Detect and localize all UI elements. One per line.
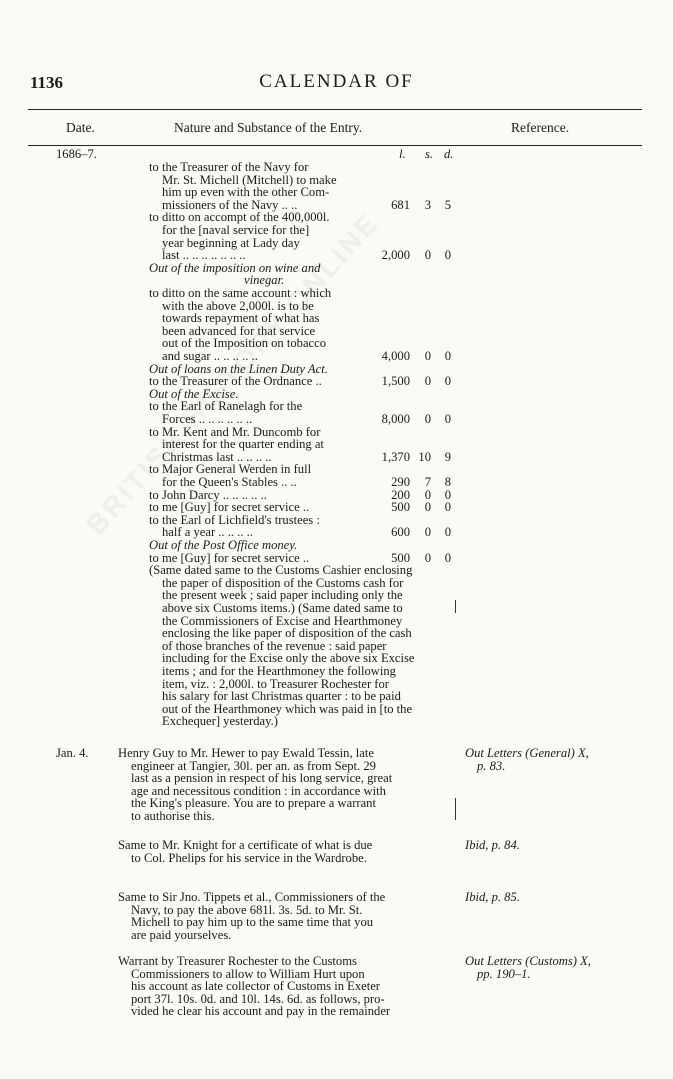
payment-line: to the Treasurer of the Ordnance .. (149, 374, 322, 389)
note-line: items ; and for the Hearthmoney the following (162, 664, 396, 678)
amount-pounds: 2,000 (381, 248, 410, 263)
amount-shillings: 0 (424, 550, 431, 565)
entry-date: Jan. 4. (56, 746, 89, 760)
money-head-l: l. (399, 147, 406, 161)
amount-shillings: 10 (418, 449, 431, 464)
payment-line: with the above 2,000l. is to be (162, 298, 314, 313)
note-line: Exchequer] yesterday.) (162, 714, 278, 729)
amount-shillings: 0 (424, 412, 431, 426)
amount-pence: 9 (444, 449, 451, 464)
money-head-d: d. (444, 147, 454, 161)
payment-line: missioners of the Navy .. .. (162, 197, 298, 212)
reference-line: Out Letters (Customs) X, (465, 954, 591, 968)
section-subheading: Out of the imposition on wine and (149, 260, 321, 275)
payment-line: Mr. St. Michell (Mitchell) to make (162, 172, 337, 187)
entry-line: his account as late collector of Customs in Exeter (131, 979, 381, 994)
payment-line: Forces .. .. .. .. .. .. (162, 412, 253, 426)
reference-line: Ibid, p. 84. (465, 838, 520, 852)
column-header-nature: Nature and Substance of the Entry. (174, 120, 363, 135)
entry-line: are paid yourselves. (131, 927, 232, 942)
payment-line: towards repayment of what has (162, 311, 320, 326)
amount-shillings: 0 (424, 525, 431, 540)
amount-shillings: 0 (424, 500, 431, 515)
column-rule (455, 798, 456, 820)
amount-shillings: 0 (424, 349, 431, 363)
note-line: the present week ; said paper including only the (162, 588, 403, 603)
entry-line: engineer at Tangier, 30l. per an. as from Sept. 29 (131, 758, 376, 773)
payment-line: Christmas last .. .. .. .. (162, 449, 272, 464)
amount-pounds: 500 (391, 550, 410, 565)
payment-line: been advanced for that service (162, 323, 316, 338)
entry-line: age and necessitous condition : in accordance with (131, 783, 386, 798)
note-line: including for the Excise only the above six Excise (162, 651, 415, 666)
entry-line: last as a pension in respect of his long service, great (131, 771, 393, 786)
payment-line: interest for the quarter ending at (162, 437, 324, 452)
amount-pounds: 4,000 (381, 349, 410, 363)
section-subheading: Out of the Post Office money. (149, 538, 298, 552)
amount-pence: 0 (444, 374, 451, 389)
payment-line: to me [Guy] for secret service .. (149, 550, 310, 565)
payment-line: to ditto on the same account : which (149, 286, 332, 300)
entry-line: Michell to pay him up to the same time that you (131, 915, 374, 930)
payment-line: to the Earl of Ranelagh for the (149, 399, 303, 414)
page-number: 1136 (30, 73, 64, 92)
entry-line: Same to Sir Jno. Tippets et al., Commissioners of the (118, 890, 386, 904)
note-line: the paper of disposition of the Customs cash for (162, 575, 404, 590)
note-line: out of the Hearthmoney which was paid in [to the (162, 701, 413, 716)
entry-line: port 37l. 10s. 0d. and 10l. 14s. 6d. as follows, pro- (131, 991, 385, 1006)
entry-line: Commissioners to allow to William Hurt upon (131, 966, 365, 981)
column-header-reference: Reference. (511, 120, 570, 135)
payment-line: to John Darcy .. .. .. .. .. (149, 487, 267, 502)
reference-line: Ibid, p. 85. (465, 890, 520, 904)
entry-line: to authorise this. (131, 809, 215, 823)
note-line: of those branches of the revenue : said paper (162, 638, 387, 653)
section-subheading: vinegar. (244, 273, 285, 288)
year-label: 1686–7. (56, 147, 97, 161)
note-line: above six Customs items.) (Same dated same to (162, 601, 403, 615)
entry-line: Henry Guy to Mr. Hewer to pay Ewald Tessin, late (118, 746, 374, 760)
amount-pence: 0 (444, 487, 451, 502)
entry-line: to Col. Phelips for his service in the Wardrobe. (131, 850, 367, 865)
payment-line: to Mr. Kent and Mr. Duncomb for (149, 424, 321, 439)
payment-line: year beginning at Lady day (162, 235, 300, 250)
amount-pence: 0 (444, 550, 451, 565)
note-line: item, viz. : 2,000l. to Treasurer Rochester for (162, 676, 389, 691)
note-line: enclosing the like paper of disposition of the cash (162, 626, 412, 641)
amount-pence: 8 (444, 475, 451, 489)
note-line: the Commissioners of Excise and Hearthmoney (162, 613, 403, 628)
amount-shillings: 0 (424, 487, 431, 502)
money-head-s: s. (425, 147, 434, 161)
amount-pence: 5 (444, 197, 451, 212)
section-subheading: Out of the Excise. (149, 386, 239, 401)
amount-pounds: 8,000 (381, 412, 410, 426)
note-line: his salary for last Christmas quarter : to be paid (162, 689, 401, 704)
payment-line: out of the Imposition on tobacco (162, 336, 327, 351)
amount-pence: 0 (444, 500, 451, 515)
entry-line: vided he clear his account and pay in the remainder (131, 1004, 391, 1019)
payment-line: to me [Guy] for secret service .. (149, 500, 310, 515)
header-rule-top (28, 109, 642, 110)
note-line: (Same dated same to the Customs Cashier enclosing (149, 563, 413, 578)
payment-line: to the Treasurer of the Navy for (149, 160, 309, 174)
payment-line: for the Queen's Stables .. .. (162, 475, 297, 489)
amount-shillings: 0 (424, 248, 431, 263)
amount-shillings: 3 (424, 197, 431, 212)
reference-line: pp. 190–1. (477, 966, 531, 981)
entry-line: Navy, to pay the above 681l. 3s. 5d. to Mr. St. (131, 902, 363, 917)
amount-shillings: 0 (424, 374, 431, 389)
amount-pence: 0 (444, 349, 451, 363)
entry-line: the King's pleasure. You are to prepare a warrant (131, 796, 376, 811)
entry-line: Warrant by Treasurer Rochester to the Customs (118, 954, 357, 968)
amount-pounds: 600 (391, 525, 410, 540)
amount-pounds: 1,500 (381, 374, 410, 389)
running-title: CALENDAR OF (259, 71, 414, 92)
reference-line: p. 83. (477, 758, 506, 773)
amount-pounds: 290 (391, 475, 410, 489)
entry-line: Same to Mr. Knight for a certificate of what is due (118, 838, 373, 852)
amount-pence: 0 (444, 412, 451, 426)
amount-pence: 0 (444, 525, 451, 540)
payment-line: last .. .. .. .. .. .. .. (162, 248, 246, 263)
section-subheading: Out of loans on the Linen Duty Act. (149, 361, 328, 376)
column-header-date: Date. (66, 120, 95, 135)
header-rule-bottom (28, 145, 642, 146)
payment-line: to ditto on accompt of the 400,000l. (149, 210, 330, 225)
payment-line: half a year .. .. .. .. (162, 525, 253, 540)
amount-pounds: 681 (391, 197, 410, 212)
payment-line: for the [naval service for the] (162, 223, 310, 237)
payment-line: to Major General Werden in full (149, 462, 312, 477)
amount-pounds: 200 (391, 487, 410, 502)
amount-pounds: 500 (391, 500, 410, 515)
amount-shillings: 7 (424, 475, 431, 489)
payment-line: him up even with the other Com- (162, 185, 330, 200)
amount-pence: 0 (444, 248, 451, 263)
amount-pounds: 1,370 (381, 449, 410, 464)
reference-line: Out Letters (General) X, (465, 746, 589, 760)
column-rule (455, 600, 456, 613)
payment-line: and sugar .. .. .. .. .. (162, 349, 258, 363)
payment-line: to the Earl of Lichfield's trustees : (149, 512, 320, 527)
